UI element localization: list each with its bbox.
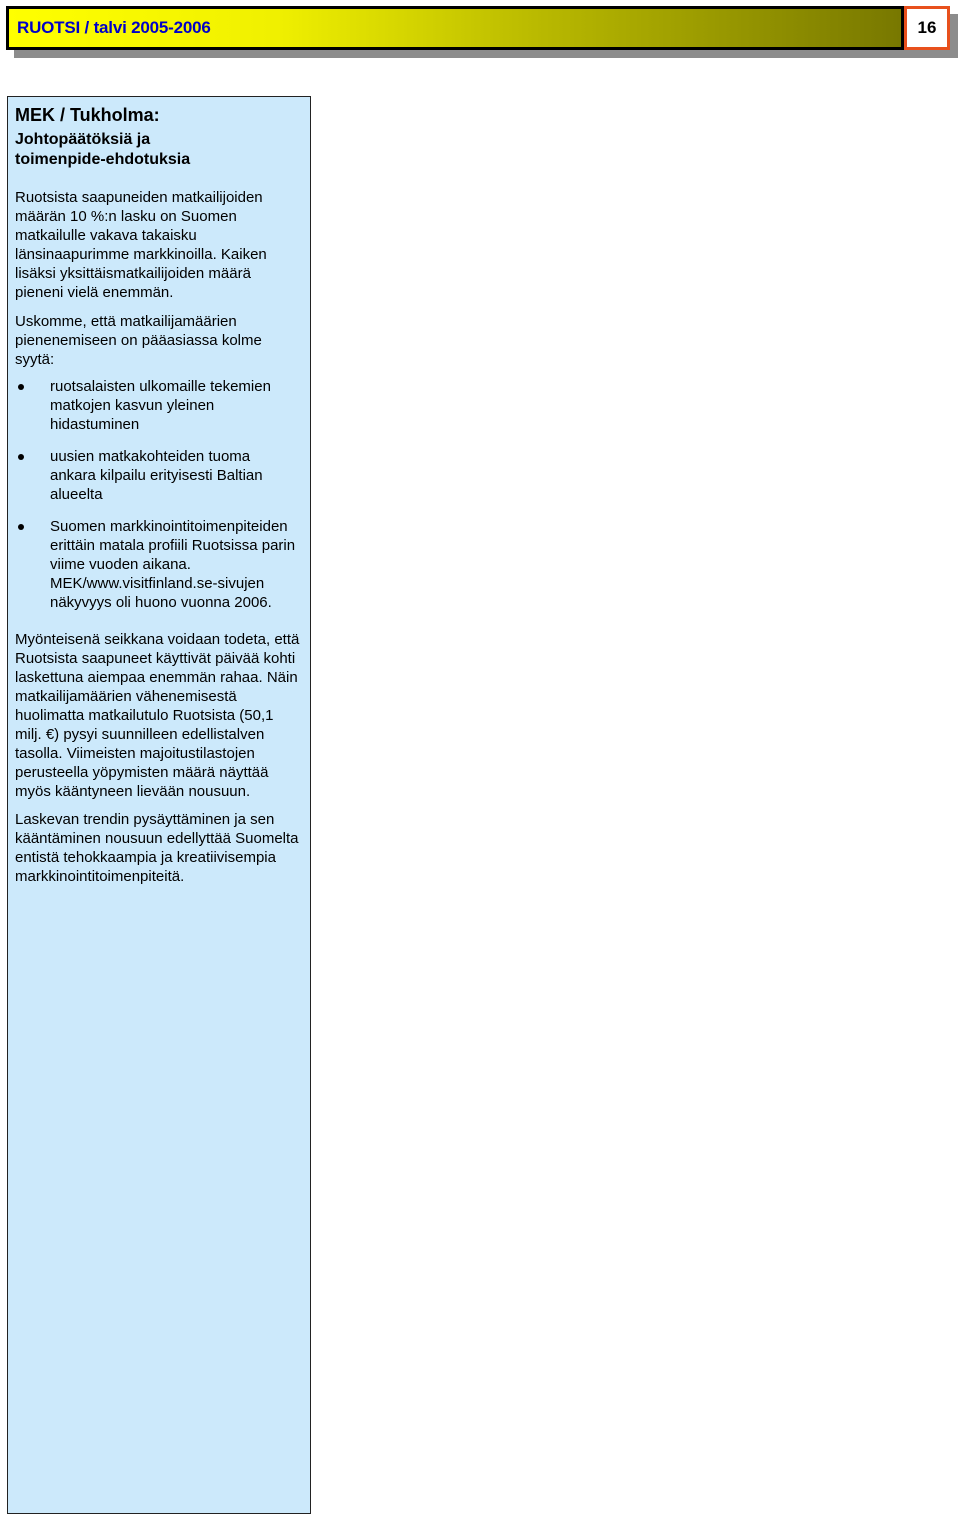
- header-title: RUOTSI / talvi 2005-2006: [17, 18, 211, 37]
- panel-subtitle-line1: Johtopäätöksiä ja: [15, 131, 151, 148]
- paragraph-recommendation: Laskevan trendin pysäyttäminen ja sen kääntäminen nousuun edellyttää Suomelta entistä tehokkaampia ja kreatiivisempia markkinointitoimenpiteitä.: [15, 811, 299, 885]
- paragraph-decline: Ruotsista saapuneiden matkailijoiden määrän 10 %:n lasku on Suomen matkailulle vakava takaisku länsinaapurimme markkinoilla. Kaiken lisäksi yksittäismatkailijoiden määrä pieneni vielä enemmän.: [15, 189, 267, 301]
- page-number: 16: [904, 6, 950, 50]
- paragraph-positive: Myönteisenä seikkana voidaan todeta, että Ruotsista saapuneet käyttivät päivää kohti laskettuna aiempaa enemmän rahaa. Näin matkailijamäärien vähenemisestä huolimatta matkailutulo Ruotsista (50,1 milj. €) pysyi suunnilleen edellistalven tasolla. Viimeisten majoitustilastojen perusteella yöpymisten määrä näyttää myös kääntyneen lievään nousuun.: [15, 631, 300, 800]
- header-bar: [6, 6, 904, 50]
- conclusions-panel: [7, 96, 311, 1514]
- list-item: uusien matkakohteiden tuoma ankara kilpailu erityisesti Baltian alueelta: [15, 447, 300, 504]
- panel-title: MEK / Tukholma:: [15, 105, 160, 125]
- paragraph-reasons: Uskomme, että matkailijamäärien pienenemiseen on pääasiassa kolme syytä:: [15, 313, 262, 368]
- panel-subtitle-line2: toimenpide-ehdotuksia: [15, 151, 191, 168]
- reasons-list: [15, 377, 300, 612]
- list-item: ruotsalaisten ulkomaille tekemien matkojen kasvun yleinen hidastuminen: [15, 377, 300, 434]
- list-item: Suomen markkinointitoimenpiteiden erittäin matala profiili Ruotsissa parin viime vuoden aikana. MEK/www.visitfinland.se-sivujen näkyvyys oli huono vuonna 2006.: [15, 517, 300, 612]
